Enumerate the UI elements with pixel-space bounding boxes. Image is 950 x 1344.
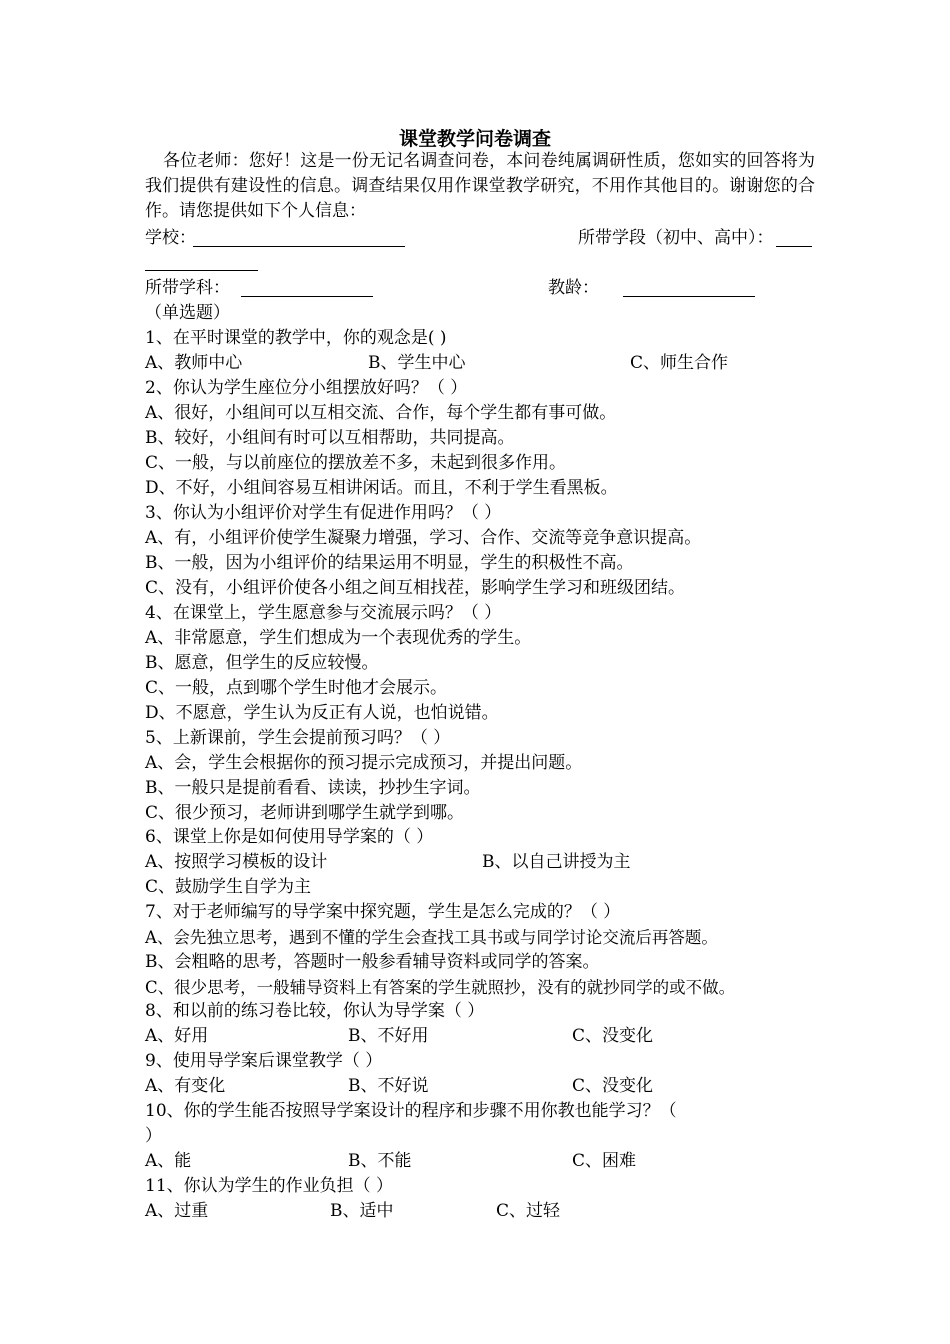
school-blank xyxy=(193,246,405,247)
q1-option-c: C、师生合作 xyxy=(630,353,729,373)
q8-option-c: C、没变化 xyxy=(572,1026,654,1046)
question-8: 8、和以前的练习卷比较，你认为导学案（ ） xyxy=(145,1001,485,1021)
q2-option-c: C、一般，与以前座位的摆放差不多，未起到很多作用。 xyxy=(145,453,567,473)
teaching-age-blank xyxy=(623,296,755,297)
q4-option-c: C、一般，点到哪个学生时他才会展示。 xyxy=(145,678,448,698)
question-3: 3、你认为小组评价对学生有促进作用吗？（ ） xyxy=(145,503,502,523)
q1-option-b: B、学生中心 xyxy=(368,353,466,373)
q6-option-a: A、按照学习模板的设计 xyxy=(145,852,328,872)
question-4: 4、在课堂上，学生愿意参与交流展示吗？（ ） xyxy=(145,603,502,623)
subject-blank xyxy=(241,296,373,297)
q3-option-b: B、一般，因为小组评价的结果运用不明显，学生的积极性不高。 xyxy=(145,553,634,573)
q4-option-d: D、不愿意，学生认为反正有人说，也怕说错。 xyxy=(145,703,499,723)
q10-option-c: C、困难 xyxy=(572,1151,637,1171)
q10-option-b: B、不能 xyxy=(348,1151,412,1171)
teaching-age-label: 教龄： xyxy=(548,278,599,298)
section-label: （单选题） xyxy=(145,303,230,323)
question-10: 10、你的学生能否按照导学案设计的程序和步骤不用你教也能学习？（ xyxy=(145,1101,677,1121)
q5-option-a: A、会，学生会根据你的预习提示完成预习，并提出问题。 xyxy=(145,753,583,773)
q8-option-b: B、不好用 xyxy=(348,1026,429,1046)
subject-label: 所带学科： xyxy=(145,278,230,298)
q6-option-c: C、鼓励学生自学为主 xyxy=(145,877,312,897)
document-title: 课堂教学问卷调查 xyxy=(398,128,551,150)
stage-label: 所带学段（初中、高中）： xyxy=(578,228,774,248)
q3-option-c: C、没有，小组评价使各小组之间互相找茬，影响学生学习和班级团结。 xyxy=(145,578,686,598)
q7-option-b: B、会粗略的思考，答题时一般参看辅导资料或同学的答案。 xyxy=(145,952,600,972)
q7-option-c: C、很少思考，一般辅导资料上有答案的学生就照抄，没有的就抄同学的或不做。 xyxy=(145,978,736,997)
q5-option-b: B、一般只是提前看看、读读，抄抄生字词。 xyxy=(145,778,481,798)
q6-option-b: B、以自己讲授为主 xyxy=(482,852,631,872)
q9-option-c: C、没变化 xyxy=(572,1076,654,1096)
school-label: 学校： xyxy=(145,228,196,248)
stage-blank-cont xyxy=(145,270,258,271)
q2-option-d: D、不好，小组间容易互相讲闲话。而且，不利于学生看黑板。 xyxy=(145,478,618,498)
q2-option-b: B、较好，小组间有时可以互相帮助，共同提高。 xyxy=(145,428,515,448)
intro-paragraph: 各位老师：您好！这是一份无记名调查问卷，本问卷纯属调研性质，您如实的回答将为我们提供有建设性的信息。调查结果仅用作课堂教学研究，不用作其他目的。谢谢您的合作。请您提供如下个人信息： xyxy=(145,151,815,221)
question-11: 11、你认为学生的作业负担（ ） xyxy=(145,1176,394,1196)
question-5: 5、上新课前，学生会提前预习吗？（ ） xyxy=(145,728,451,748)
q4-option-b: B、愿意，但学生的反应较慢。 xyxy=(145,653,379,673)
question-2: 2、你认为学生座位分小组摆放好吗？（ ） xyxy=(145,378,468,398)
q9-option-a: A、有变化 xyxy=(145,1076,226,1096)
q2-option-a: A、很好，小组间可以互相交流、合作，每个学生都有事可做。 xyxy=(145,403,617,423)
q10-option-a: A、能 xyxy=(145,1151,192,1171)
question-1: 1、在平时课堂的教学中，你的观念是( ) xyxy=(145,328,447,348)
q11-option-b: B、适中 xyxy=(330,1201,394,1221)
stage-blank xyxy=(776,246,812,247)
q7-option-a: A、会先独立思考，遇到不懂的学生会查找工具书或与同学讨论交流后再答题。 xyxy=(145,928,718,947)
question-10-cont: ） xyxy=(145,1126,162,1146)
q4-option-a: A、非常愿意，学生们想成为一个表现优秀的学生。 xyxy=(145,628,532,648)
q11-option-c: C、过轻 xyxy=(496,1201,561,1221)
question-6: 6、课堂上你是如何使用导学案的（ ） xyxy=(145,827,434,847)
question-7: 7、对于老师编写的导学案中探究题，学生是怎么完成的？（ ） xyxy=(145,902,621,922)
q11-option-a: A、过重 xyxy=(145,1201,209,1221)
q3-option-a: A、有，小组评价使学生凝聚力增强，学习、合作、交流等竞争意识提高。 xyxy=(145,528,702,548)
question-9: 9、使用导学案后课堂教学（ ） xyxy=(145,1051,383,1071)
q1-option-a: A、教师中心 xyxy=(145,353,243,373)
q5-option-c: C、很少预习，老师讲到哪学生就学到哪。 xyxy=(145,803,465,823)
q8-option-a: A、好用 xyxy=(145,1026,209,1046)
q9-option-b: B、不好说 xyxy=(348,1076,429,1096)
